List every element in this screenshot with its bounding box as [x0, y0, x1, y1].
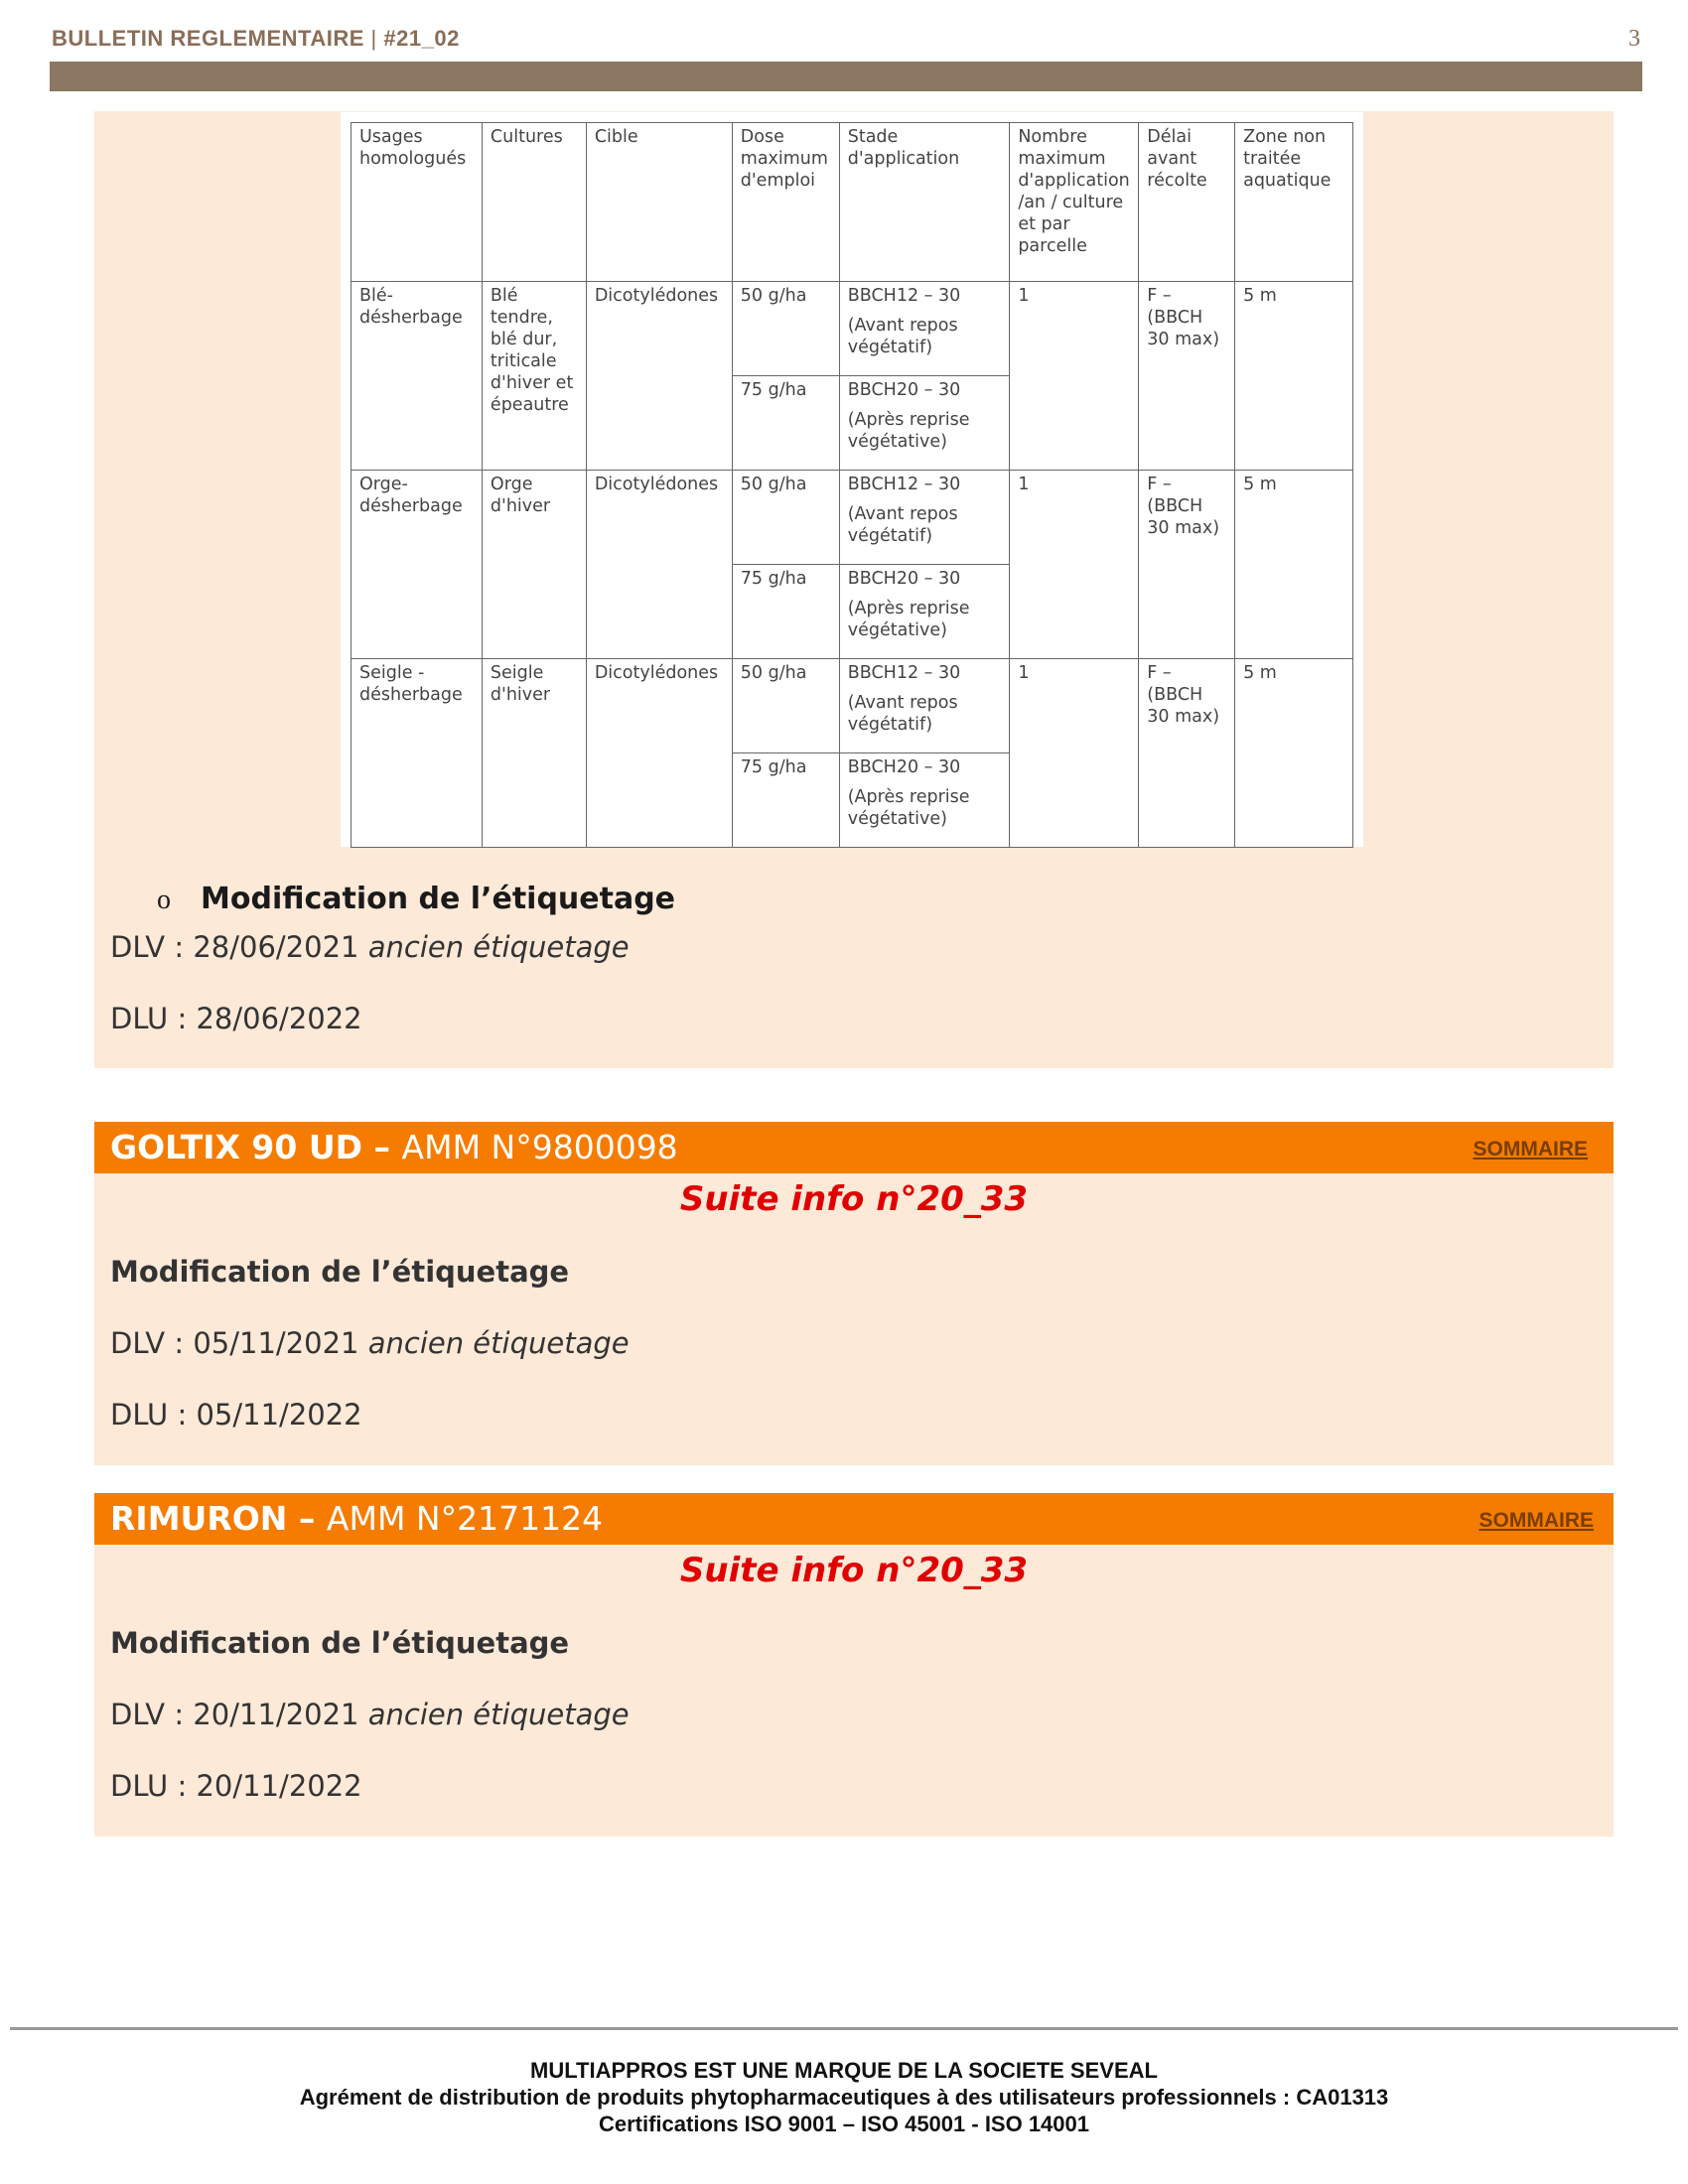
table-cell: Dicotylédones [586, 471, 732, 659]
section1-dlu: DLU : 28/06/2022 [110, 1002, 362, 1035]
table-cell: Dicotylédones [586, 282, 732, 471]
suite-info: Suite info n°20_33 [679, 1551, 1029, 1590]
stade-text: BBCH12 – 30 [847, 475, 961, 494]
stade-text: BBCH20 – 30 [847, 380, 961, 400]
product-bar-goltix [94, 1122, 1614, 1173]
table-cell: 5 m [1235, 659, 1353, 848]
table-cell [839, 659, 1010, 753]
table-cell: 75 g/ha [732, 565, 839, 659]
table-cell: Seigle d'hiver [482, 659, 586, 848]
dlv-note: ancien étiquetage [367, 1326, 630, 1360]
usage-table [351, 122, 1353, 848]
stade-text: BBCH20 – 30 [847, 757, 961, 777]
table-cell: 75 g/ha [732, 376, 839, 471]
table-cell: F – (BBCH 30 max) [1139, 282, 1235, 471]
product-title [110, 1128, 678, 1166]
table-cell: 5 m [1235, 282, 1353, 471]
footer-line-1: MULTIAPPROS EST UNE MARQUE DE LA SOCIETE SEVEAL [530, 2058, 1158, 2083]
sommaire-link[interactable]: SOMMAIRE [1473, 1138, 1588, 1160]
header-bar [50, 62, 1642, 91]
table-header-cell: Dose maximum d'emploi [732, 123, 839, 282]
table-header-cell: Stade d'application [839, 123, 1010, 282]
footer-line-2: Agrément de distribution de produits phytopharmaceutiques à des utilisateurs professionnels : CA01313 [299, 2085, 1389, 2110]
table-header-cell: Usages homologués [352, 123, 483, 282]
section3-heading: Modification de l’étiquetage [110, 1626, 570, 1660]
stade-note: (Après reprise végétative) [847, 599, 970, 640]
section3-dlu: DLU : 20/11/2022 [110, 1769, 362, 1803]
section2-dlu: DLU : 05/11/2022 [110, 1398, 362, 1432]
table-row [352, 471, 1353, 565]
dlv-date: DLV : 20/11/2021 [110, 1698, 359, 1731]
section3-dlv [110, 1698, 630, 1731]
table-cell: F – (BBCH 30 max) [1139, 471, 1235, 659]
table-cell [839, 282, 1010, 376]
amm-number: AMM N°2171124 [326, 1499, 604, 1538]
dlv-note: ancien étiquetage [367, 1698, 630, 1731]
stade-text: BBCH20 – 30 [847, 569, 961, 589]
table-cell: Orge d'hiver [482, 471, 586, 659]
table-cell: 1 [1010, 659, 1139, 848]
table-cell: 1 [1010, 282, 1139, 471]
bulletin-title [52, 26, 460, 52]
stade-text: BBCH12 – 30 [847, 286, 961, 306]
table-cell [839, 753, 1010, 848]
dlv-date: DLV : 05/11/2021 [110, 1326, 359, 1360]
table-cell [839, 471, 1010, 565]
table-cell: 75 g/ha [732, 753, 839, 848]
table-row [352, 282, 1353, 376]
stade-note: (Avant repos végétatif) [847, 316, 958, 357]
product-bar-rimuron [94, 1493, 1614, 1545]
table-cell: Blé-désherbage [352, 282, 483, 471]
table-cell: 50 g/ha [732, 659, 839, 753]
table-header-cell: Nombre maximum d'application /an / culture et par parcelle [1010, 123, 1139, 282]
table-header-cell: Cible [586, 123, 732, 282]
page-number: 3 [1628, 26, 1640, 52]
amm-number: AMM N°9800098 [401, 1128, 678, 1166]
table-cell: Blé tendre, blé dur, triticale d'hiver et épeautre [482, 282, 586, 471]
table-cell: Seigle - désherbage [352, 659, 483, 848]
suite-info: Suite info n°20_33 [679, 1179, 1029, 1219]
table-header-cell: Cultures [482, 123, 586, 282]
table-cell: Dicotylédones [586, 659, 732, 848]
bulletin-title-text: BULLETIN REGLEMENTAIRE [52, 26, 364, 51]
issue-number: #21_02 [383, 26, 460, 51]
stade-note: (Après reprise végétative) [847, 787, 970, 829]
title-separator: | [370, 26, 377, 51]
section2-dlv [110, 1326, 630, 1360]
dlv-note: ancien étiquetage [367, 930, 630, 964]
table-cell: 5 m [1235, 471, 1353, 659]
table-header-cell: Zone non traitée aquatique [1235, 123, 1353, 282]
footer-line-3: Certifications ISO 9001 – ISO 45001 - ISO 14001 [598, 2112, 1090, 2136]
dlv-date: DLV : 28/06/2021 [110, 930, 359, 964]
table-header-row [352, 123, 1353, 282]
table-row [352, 659, 1353, 753]
sommaire-link[interactable]: SOMMAIRE [1478, 1509, 1594, 1532]
table-cell: 50 g/ha [732, 471, 839, 565]
product-name: GOLTIX 90 UD – [110, 1128, 391, 1166]
table-cell: 1 [1010, 471, 1139, 659]
bullet-icon: o [157, 885, 171, 915]
section1-heading-text: Modification de l’étiquetage [201, 882, 676, 916]
usage-table-scan [341, 112, 1363, 847]
table-cell: F – (BBCH 30 max) [1139, 659, 1235, 848]
table-cell [839, 565, 1010, 659]
table-cell: Orge-désherbage [352, 471, 483, 659]
stade-text: BBCH12 – 30 [847, 663, 961, 683]
product-title [110, 1499, 603, 1538]
table-cell [839, 376, 1010, 471]
section1-dlv [110, 930, 630, 964]
table-cell: 50 g/ha [732, 282, 839, 376]
footer-divider [10, 2027, 1678, 2030]
stade-note: (Avant repos végétatif) [847, 693, 958, 735]
section2-heading: Modification de l’étiquetage [110, 1255, 570, 1289]
section1-heading [157, 882, 675, 916]
table-header-cell: Délai avant récolte [1139, 123, 1235, 282]
stade-note: (Après reprise végétative) [847, 410, 970, 452]
product-name: RIMURON – [110, 1499, 316, 1538]
stade-note: (Avant repos végétatif) [847, 504, 958, 546]
